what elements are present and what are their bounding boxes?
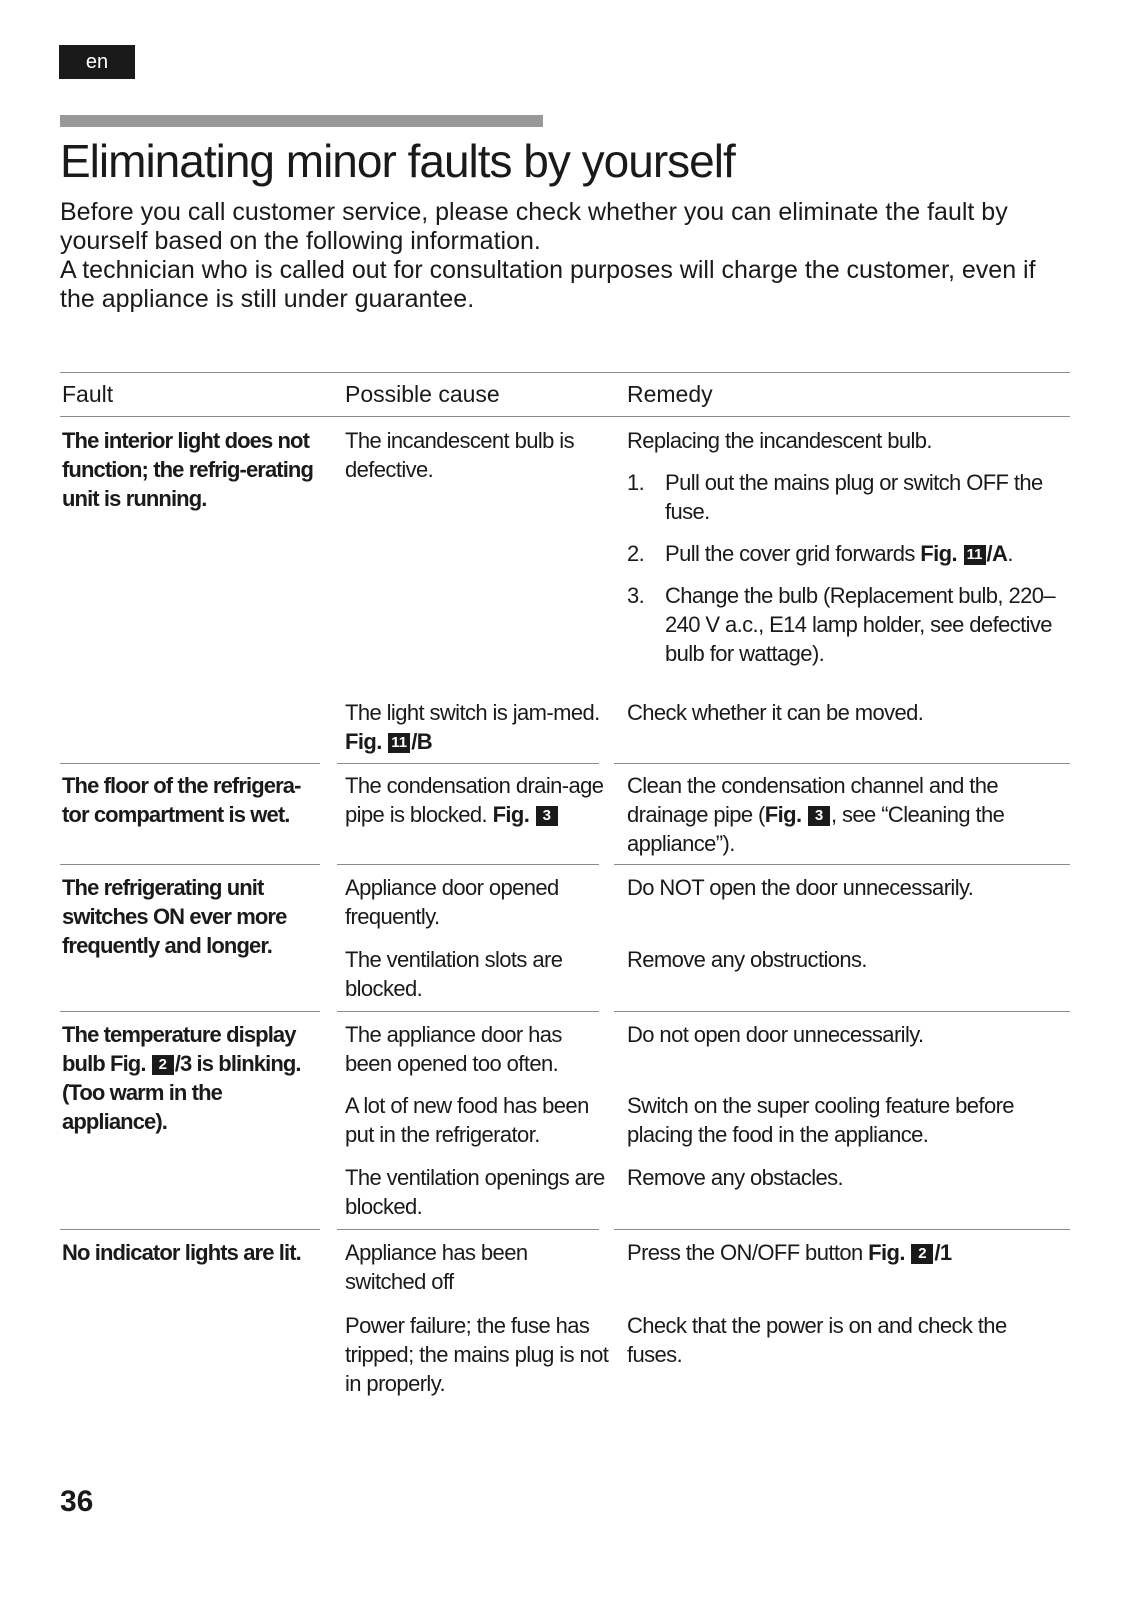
- remedy-clean-channel-text-a: Clean the condensation channel and the drainage pipe (: [627, 773, 999, 827]
- cause-bulb-defective: The incandescent bulb is defective.: [345, 428, 574, 482]
- remedy-press-button-text: Press the ON/OFF button: [627, 1240, 863, 1265]
- cause-new-food: A lot of new food has been put in the refrigerator.: [345, 1093, 589, 1147]
- cause-switched-off: Appliance has been switched off: [345, 1240, 528, 1294]
- page-number: 36: [60, 1485, 94, 1518]
- cause-drainage-fig-label: Fig.: [492, 802, 530, 827]
- row-rule: [60, 1011, 320, 1012]
- page-title: Eliminating minor faults by yourself: [60, 135, 735, 187]
- fault-temperature-blinking: [62, 1020, 327, 1136]
- cause-light-switch-fig-suffix: /B: [411, 729, 433, 754]
- step-2: [627, 539, 1057, 568]
- step-3-text: Change the bulb (Replacement bulb, 220–240 V a.c., E14 lamp holder, see defective bulb for wattage).: [665, 583, 1056, 666]
- remedy-replace-bulb: [627, 426, 1057, 668]
- cause-ventilation-openings: The ventilation openings are blocked.: [345, 1165, 605, 1219]
- cause-light-switch-fig-label: Fig.: [345, 729, 382, 754]
- cause-light-switch: [345, 698, 610, 756]
- step-2-end: .: [1007, 541, 1013, 566]
- cause-power-failure: Power failure; the fuse has tripped; the mains plug is not in properly.: [345, 1313, 609, 1396]
- fault-floor-wet: The floor of the refrigera-tor compartment is wet.: [62, 773, 301, 827]
- step-2-fig-label: Fig.: [920, 541, 957, 566]
- remedy-check-switch: Check whether it can be moved.: [627, 700, 924, 725]
- step-1-text: Pull out the mains plug or switch OFF the fuse.: [665, 470, 1043, 524]
- row-rule: [337, 1011, 599, 1012]
- fig-11-symbol: 11: [388, 733, 410, 753]
- cause-drainage-blocked: [345, 771, 610, 829]
- fault-temperature-text-a: The temperature display bulb: [62, 1022, 296, 1076]
- fault-switches-on-frequently: The refrigerating unit switches ON ever more frequently and longer.: [62, 875, 287, 958]
- row-rule: [337, 864, 599, 865]
- row-rule: [614, 864, 1070, 865]
- row-rule: [60, 763, 320, 764]
- remedy-dont-open-door-2: Do not open door unnecessarily.: [627, 1022, 924, 1047]
- cause-ventilation-slots: The ventilation slots are blocked.: [345, 947, 563, 1001]
- fig-3-symbol: 3: [536, 806, 558, 826]
- fault-temperature-fig-label: Fig.: [110, 1051, 146, 1076]
- header-rule: [60, 416, 1070, 417]
- step-2-text: Pull the cover grid forwards: [665, 541, 915, 566]
- intro-text: [60, 198, 1070, 314]
- fault-temperature-text-b: /3 is blinking. (Too warm in the appliance).: [62, 1051, 301, 1134]
- remedy-steps: [627, 468, 1057, 668]
- row-rule: [614, 1229, 1070, 1230]
- row-rule: [60, 1229, 320, 1230]
- fault-interior-light: The interior light does not function; the refrig-erating unit is running.: [62, 428, 314, 511]
- step-3-number: 3.: [627, 583, 645, 608]
- remedy-replace-bulb-text: Replacing the incandescent bulb.: [627, 428, 932, 453]
- step-3: [627, 581, 1057, 668]
- step-1-number: 1.: [627, 470, 645, 495]
- remedy-dont-open-door: Do NOT open the door unnecessarily.: [627, 875, 974, 900]
- cause-door-opened: Appliance door opened frequently.: [345, 875, 559, 929]
- remedy-press-fig-suffix: /1: [934, 1240, 952, 1265]
- remedy-remove-obstructions: Remove any obstructions.: [627, 947, 867, 972]
- row-rule: [337, 763, 599, 764]
- remedy-clean-fig-label: Fig.: [764, 802, 802, 827]
- fig-3-symbol: 3: [808, 806, 830, 826]
- remedy-clean-channel: [627, 771, 1057, 858]
- remedy-super-cooling: Switch on the super cooling feature before placing the food in the appliance.: [627, 1093, 1014, 1147]
- title-bar: [60, 115, 543, 127]
- remedy-check-power: Check that the power is on and check the fuses.: [627, 1313, 1007, 1367]
- step-1: [627, 468, 1057, 526]
- cause-light-switch-text: The light switch is jam-med.: [345, 700, 600, 725]
- header-possible-cause: Possible cause: [345, 381, 500, 407]
- intro-paragraph-1: Before you call customer service, please check whether you can eliminate the fault by yourself based on the following information.: [60, 198, 1008, 255]
- step-2-number: 2.: [627, 541, 645, 566]
- fig-11-symbol: 11: [964, 545, 986, 565]
- table-top-rule: [60, 372, 1070, 373]
- row-rule: [337, 1229, 599, 1230]
- row-rule: [614, 763, 1070, 764]
- fig-2-symbol: 2: [911, 1244, 933, 1264]
- cause-drainage-blocked-text: The condensation drain-age pipe is blocked.: [345, 773, 604, 827]
- fig-2-symbol: 2: [152, 1055, 174, 1075]
- header-remedy: Remedy: [627, 381, 713, 407]
- step-2-fig-suffix: /A: [986, 541, 1008, 566]
- header-fault: Fault: [62, 381, 114, 407]
- remedy-clean-channel-text-b: , see “Cleaning the appliance”).: [627, 802, 1005, 856]
- cause-door-too-often: The appliance door has been opened too often.: [345, 1022, 562, 1076]
- row-rule: [614, 1011, 1070, 1012]
- fault-no-indicator-lights: No indicator lights are lit.: [62, 1240, 301, 1265]
- remedy-remove-obstacles: Remove any obstacles.: [627, 1165, 844, 1190]
- row-rule: [60, 864, 320, 865]
- remedy-press-button: [627, 1238, 1057, 1267]
- intro-paragraph-2: A technician who is called out for consultation purposes will charge the customer, even if the appliance is still under guarantee.: [60, 256, 1036, 313]
- language-tab: en: [59, 45, 135, 79]
- remedy-press-fig-label: Fig.: [868, 1240, 905, 1265]
